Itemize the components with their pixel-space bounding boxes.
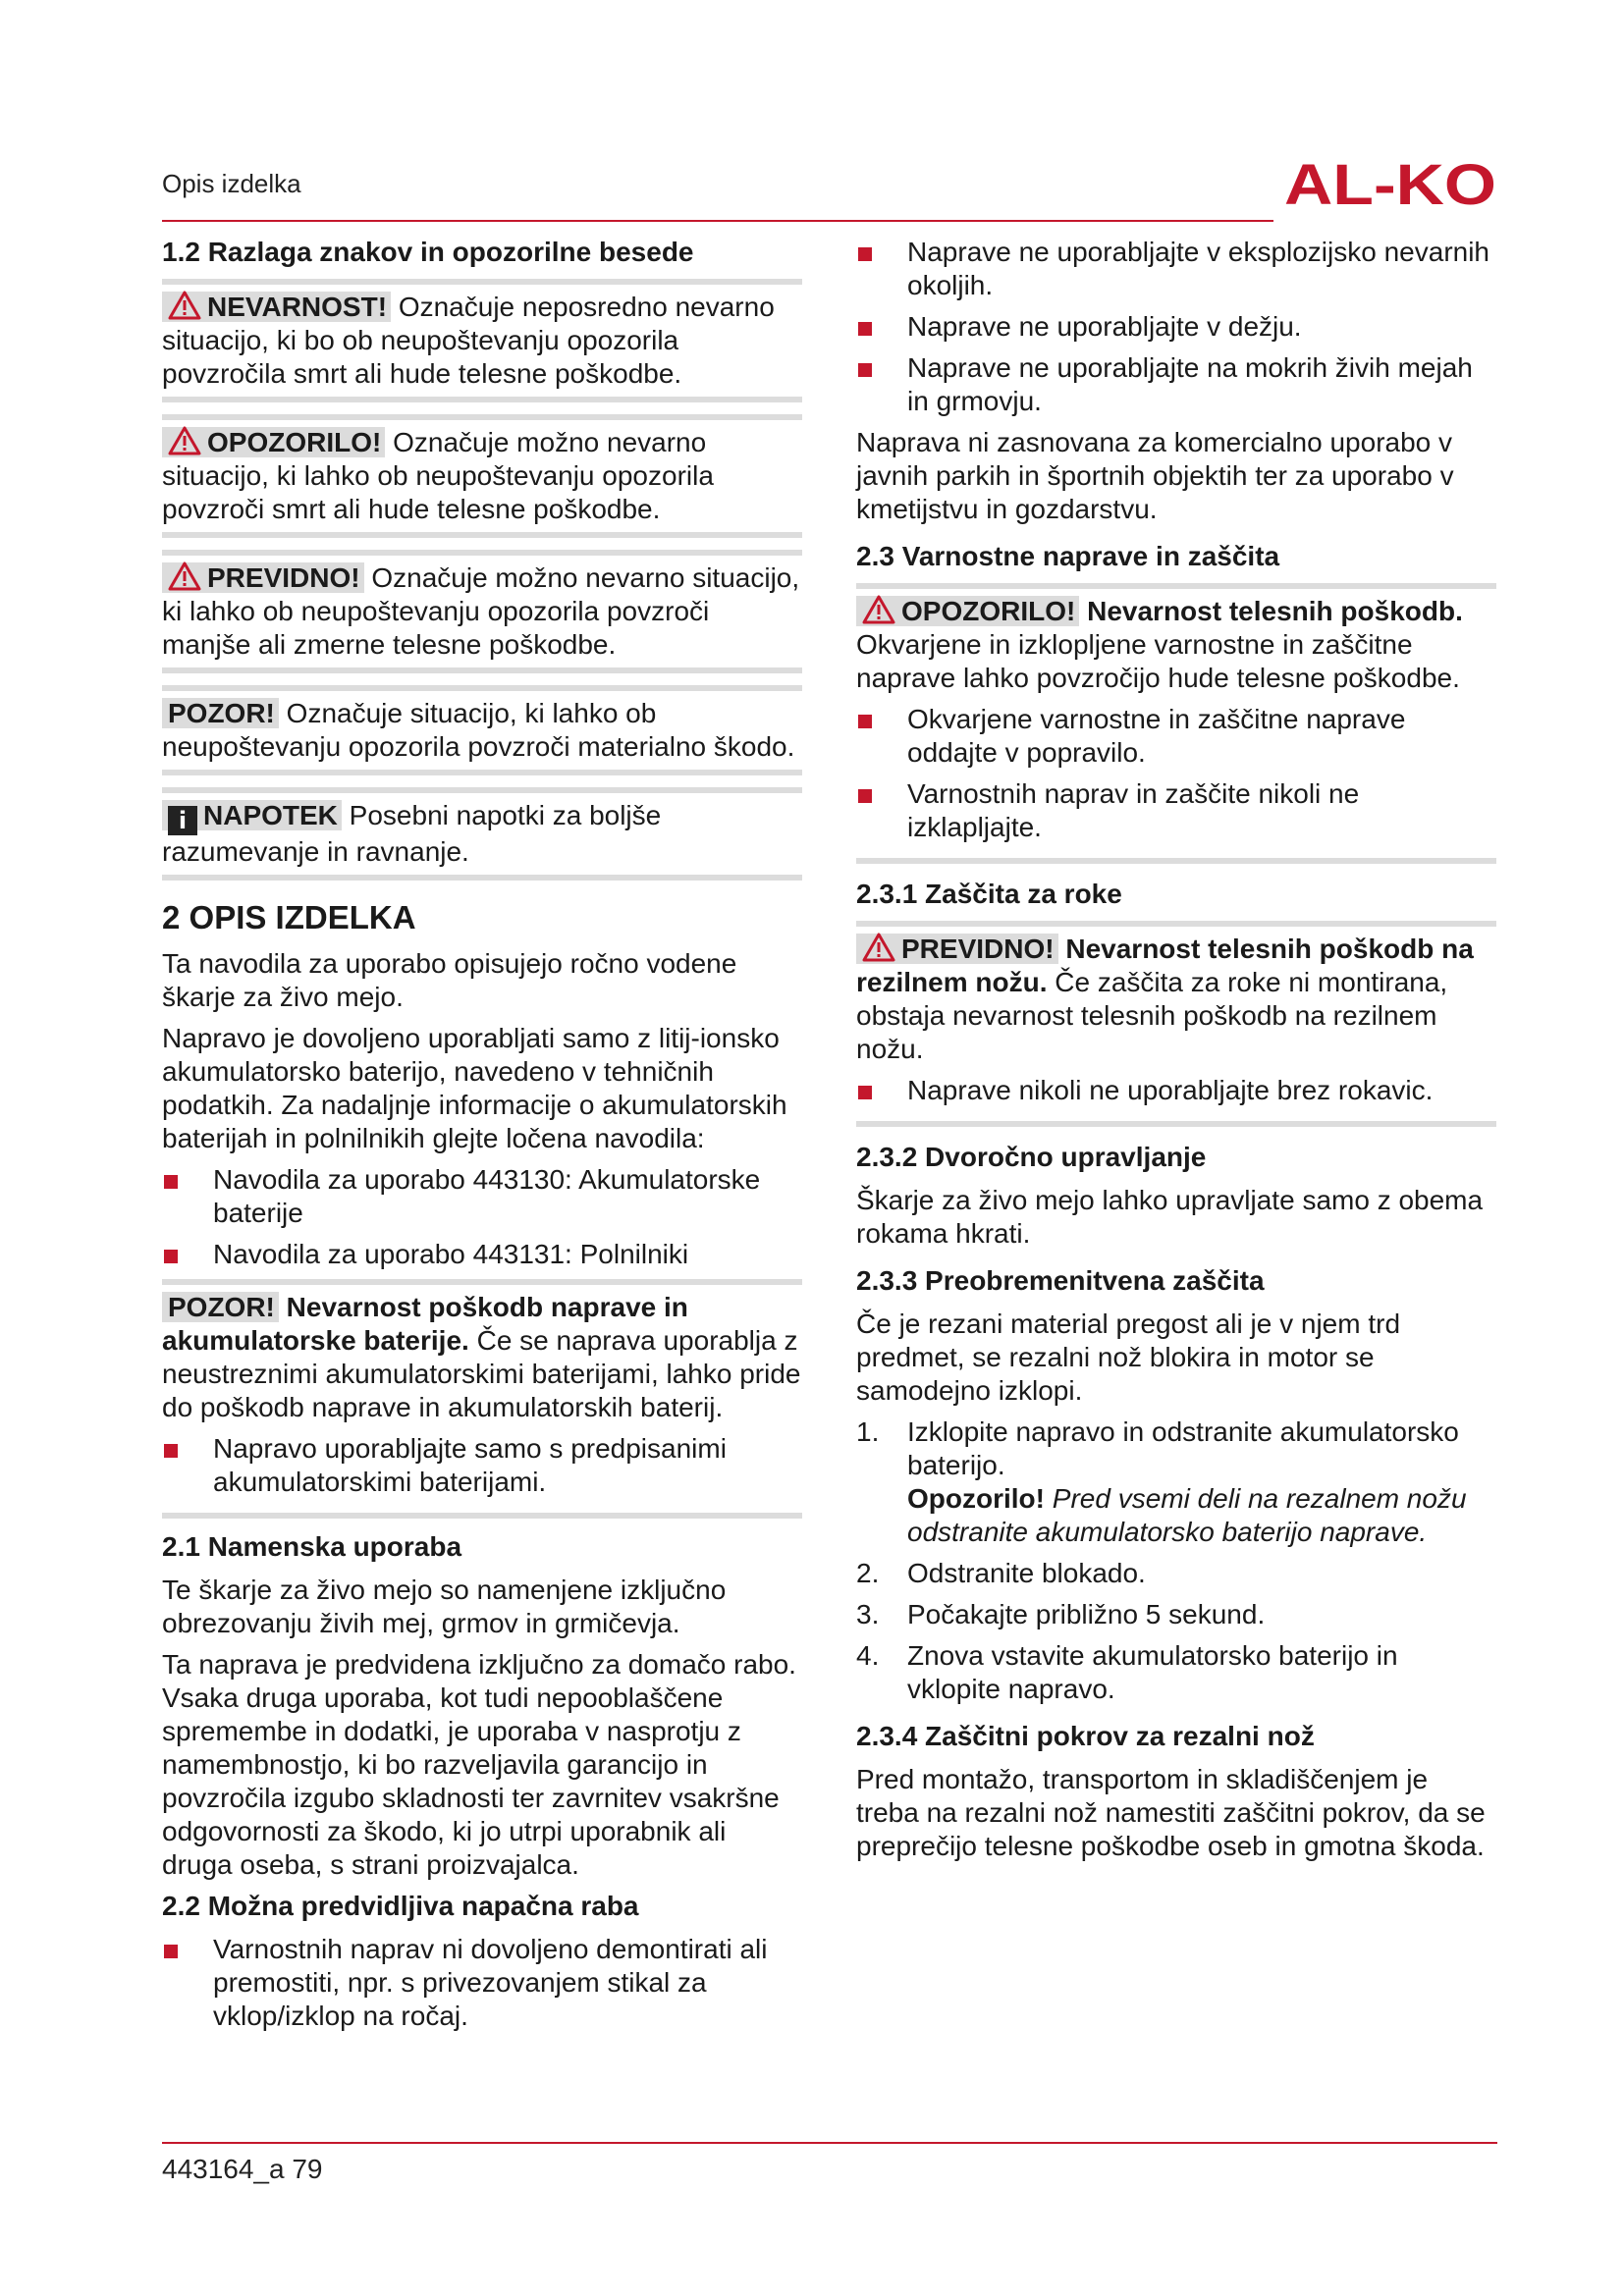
list-item: Navodila za uporabo 443130: Akumulatorske baterije xyxy=(162,1163,802,1230)
signal-warning-safety xyxy=(856,583,1496,864)
right-column xyxy=(856,236,1496,1871)
header-rule xyxy=(162,220,1273,222)
signal-word: PREVIDNO! xyxy=(207,562,360,593)
signal-word: PREVIDNO! xyxy=(901,934,1055,964)
step-number: 1. xyxy=(856,1416,880,1447)
signal-word: OPOZORILO! xyxy=(207,427,382,457)
bullet-list xyxy=(162,1432,802,1499)
signal-caution-hand-guard xyxy=(856,921,1496,1127)
paragraph: Če je rezani material pregost ali je v njem trd predmet, se rezalni nož blokira in motor se samodejno izklopi. xyxy=(856,1308,1401,1406)
list-item: Varnostnih naprav ni dovoljeno demontirati ali premostiti, npr. s privezovanjem stikal za vklop/izklop na ročaj. xyxy=(162,1933,802,2033)
signal-bold-text: Nevarnost poškodb naprave in akumulatorske baterije. xyxy=(162,1292,688,1356)
list-item: Naprave ne uporabljajte na mokrih živih mejah in grmovju. xyxy=(856,351,1496,418)
signal-danger xyxy=(162,279,802,402)
paragraph: Ta naprava je predvidena izključno za domačo rabo. Vsaka druga uporaba, kot tudi nepooblaščene spremembe in dodatki, je uporaba v nasprotju z namembnostjo, ki bo razveljavila garancijo in povzročila izgubo skladnosti ter zavrnitev vsakršne odgovornosti za škodo, ki jo utrpi uporabnik ali druga oseba, s strani proizvajalca. xyxy=(162,1649,796,1880)
paragraph: Napravo je dovoljeno uporabljati samo z litij-ionsko akumulatorsko baterijo, navedeno v tehničnih podatkih. Za nadaljnje informacije o akumulatorskih baterijah in polnilnikih glejte ločena navodila: xyxy=(162,1023,787,1153)
step-warning-label: Opozorilo! xyxy=(907,1483,1045,1514)
signal-notice xyxy=(162,685,802,775)
list-item xyxy=(856,1598,1496,1631)
section-title-2-3-1: 2.3.1 Zaščita za roke xyxy=(856,879,1122,909)
info-icon: i xyxy=(168,806,197,835)
section-title-2-2: 2.2 Možna predvidljiva napačna raba xyxy=(162,1891,639,1921)
section-title-2-1: 2.1 Namenska uporaba xyxy=(162,1531,462,1562)
signal-text: Označuje neposredno nevarno situacijo, ki bo ob neupoštevanju opozorila povzročila smrt ali hude telesne poškodbe. xyxy=(162,292,775,389)
list-item xyxy=(856,1415,1496,1549)
signal-text: Označuje možno nevarno situacijo, ki lahko ob neupoštevanju opozorila povzroči smrt ali hude telesne poškodbe. xyxy=(162,427,714,524)
section-title-2-3: 2.3 Varnostne naprave in zaščita xyxy=(856,541,1280,571)
numbered-list xyxy=(856,1415,1496,1706)
warning-triangle-icon xyxy=(168,561,201,591)
warning-triangle-icon xyxy=(862,933,895,962)
signal-text: Če se naprava uporablja z neustreznimi akumulatorskimi baterijami, lahko pride do poškodb naprave in akumulatorskih baterij. xyxy=(162,1325,801,1422)
section-title-1-2: 1.2 Razlaga znakov in opozorilne besede xyxy=(162,237,694,267)
warning-triangle-icon xyxy=(168,426,201,455)
bullet-list xyxy=(856,236,1496,418)
signal-warning xyxy=(162,414,802,538)
step-text: Odstranite blokado. xyxy=(907,1558,1146,1588)
list-item: Varnostnih naprav in zaščite nikoli ne izklapljajte. xyxy=(856,777,1496,844)
paragraph: Naprava ni zasnovana za komercialno uporabo v javnih parkih in športnih objektih ter za uporabo v kmetijstvu in gozdarstvu. xyxy=(856,427,1454,524)
page-header-label: Opis izdelka xyxy=(162,169,301,198)
warning-triangle-icon xyxy=(862,595,895,624)
paragraph: Ta navodila za uporabo opisujejo ročno vodene škarje za živo mejo. xyxy=(162,948,737,1012)
paragraph: Pred montažo, transportom in skladiščenjem je treba na rezalni nož namestiti zaščitni pokrov, da se preprečijo telesne poškodbe oseb in gmotna škoda. xyxy=(856,1764,1486,1861)
list-item: Napravo uporabljajte samo s predpisanimi akumulatorskimi baterijami. xyxy=(162,1432,802,1499)
section-title-2-3-4: 2.3.4 Zaščitni pokrov za rezalni nož xyxy=(856,1721,1315,1751)
signal-word: POZOR! xyxy=(162,698,279,728)
signal-text: Okvarjene in izklopljene varnostne in zaščitne naprave lahko povzročijo hude telesne poškodbe. xyxy=(856,629,1460,693)
signal-caution xyxy=(162,550,802,673)
step-number: 2. xyxy=(856,1558,880,1588)
signal-notice-battery xyxy=(162,1279,802,1519)
list-item: Naprave ne uporabljajte v eksplozijsko nevarnih okoljih. xyxy=(856,236,1496,302)
signal-word: POZOR! xyxy=(162,1292,279,1322)
list-item: Okvarjene varnostne in zaščitne naprave oddajte v popravilo. xyxy=(856,703,1496,770)
signal-bold-text: Nevarnost telesnih poškodb na rezilnem nožu. xyxy=(856,934,1474,997)
signal-word: OPOZORILO! xyxy=(901,596,1076,626)
footer-rule xyxy=(162,2142,1497,2144)
list-item: Navodila za uporabo 443131: Polnilniki xyxy=(162,1238,802,1271)
bullet-list xyxy=(162,1933,802,2033)
paragraph: Škarje za živo mejo lahko upravljate samo z obema rokama hkrati. xyxy=(856,1185,1484,1249)
step-warning-text: Pred vsemi deli na rezalnem nožu odstranite akumulatorsko baterijo naprave. xyxy=(907,1483,1467,1547)
section-title-2-3-2: 2.3.2 Dvoročno upravljanje xyxy=(856,1142,1207,1172)
section-title-2: 2 OPIS IZDELKA xyxy=(162,899,416,935)
logo-text: AL-KO xyxy=(1284,157,1496,212)
signal-text: Posebni napotki za boljše razumevanje in ravnanje. xyxy=(162,800,662,867)
bullet-list xyxy=(856,1074,1496,1107)
section-title-2-3-3: 2.3.3 Preobremenitvena zaščita xyxy=(856,1265,1265,1296)
step-number: 4. xyxy=(856,1640,880,1671)
step-text: Počakajte približno 5 sekund. xyxy=(907,1599,1266,1629)
signal-text: Označuje situacijo, ki lahko ob neupoštevanju opozorila povzroči materialno škodo. xyxy=(162,698,795,762)
signal-text: Če zaščita za roke ni montirana, obstaja nevarnost telesnih poškodb na rezilnem nožu. xyxy=(856,967,1448,1064)
left-column xyxy=(162,236,802,2041)
step-text: Znova vstavite akumulatorsko baterijo in vklopite napravo. xyxy=(907,1640,1398,1704)
paragraph: Te škarje za živo mejo so namenjene izključno obrezovanju živih mej, grmov in grmičevja. xyxy=(162,1575,727,1638)
signal-text: Označuje možno nevarno situacijo, ki lahko ob neupoštevanju opozorila povzroči manjše ali zmerne telesne poškodbe. xyxy=(162,562,800,660)
list-item: Naprave ne uporabljajte v dežju. xyxy=(856,310,1496,344)
alko-logo xyxy=(1284,157,1496,212)
list-item xyxy=(856,1639,1496,1706)
warning-triangle-icon xyxy=(168,291,201,320)
list-item xyxy=(856,1557,1496,1590)
signal-word: NAPOTEK xyxy=(203,800,338,830)
signal-bold-text: Nevarnost telesnih poškodb. xyxy=(1079,596,1463,626)
list-item: Naprave nikoli ne uporabljajte brez rokavic. xyxy=(856,1074,1496,1107)
step-text: Izklopite napravo in odstranite akumulatorsko baterijo. xyxy=(907,1416,1459,1480)
bullet-list xyxy=(856,703,1496,844)
bullet-list xyxy=(162,1163,802,1271)
signal-word: NEVARNOST! xyxy=(207,292,388,322)
page-footer: 443164_a 79 xyxy=(162,2154,323,2184)
signal-note xyxy=(162,787,802,881)
step-number: 3. xyxy=(856,1599,880,1629)
